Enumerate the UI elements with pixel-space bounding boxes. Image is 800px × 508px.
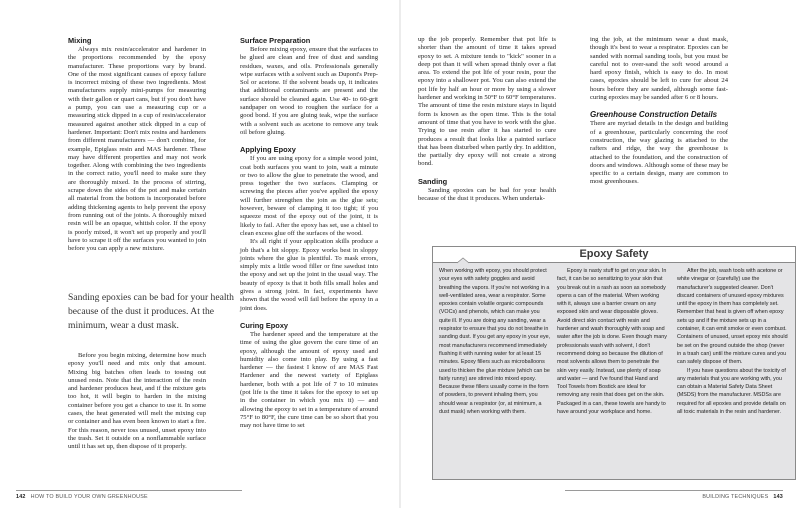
notch-arrow-icon [457, 257, 469, 265]
paragraph: Sanding epoxies can be bad for your health because of the dust it produces. When undertak- [418, 186, 556, 203]
epoxy-safety-sidebar [432, 246, 796, 480]
sidebar-column-3 [677, 267, 789, 416]
page-number-left: 142 [16, 494, 26, 500]
running-head-right: BUILDING TECHNIQUES [702, 494, 769, 500]
left-column-2 [240, 36, 378, 430]
left-column-1-bottom [68, 352, 206, 452]
footer-rule-left [16, 490, 242, 491]
paragraph: If you are using epoxy for a simple wood joint, coat both surfaces you want to join, wait a minute or two to allow the glue to penetrate the wood, and press together the two surfaces. Clamping or screwing the pieces after you've applied the epoxy will further strengthen the join as the glue sets; however, beware of clamping it too tight; if you squeeze most of the epoxy out of the joint, it is likely to fail. After the epoxy has set, use a chisel to clean excess glue off the surfaces of the wood. [240, 155, 378, 237]
right-column-1 [418, 36, 556, 203]
sidebar-title: Epoxy Safety [579, 248, 649, 260]
sidebar-paragraph: After the job, wash tools with acetone or white vinegar or (carefully) use the manufacturer's suggested cleaner. Don't discard containers of unused epoxy mixtures until the epoxy in them has completely set. Remember that heat is given off when epoxy sets up and if the mixture sets up in a container, it can emit smoke or even combust. Containers of unused, unset epoxy mix should be set on the ground outside the shop (never in a trash can) until the mixture cures and you can safely dispose of them. [677, 268, 788, 366]
heading-greenhouse-construction-details: Greenhouse Construction Details [590, 110, 718, 120]
sidebar-column-1 [439, 267, 551, 416]
paragraph: Always mix resin/accelerator and hardener in the proportions recommended by the epoxy manufacturer. These proportions vary by brand. One of the most significant causes of epoxy failure is incorrect mixing of these two ingredients. Most manufacturers supply mini-pumps for measuring with their gallon or quart cans, but if you don't have a pump, you can use a measuring cup or a measuring stick dipped in a cup of resin/accelerator measured against another stick dipped in a cup of hardener. Important: Don't mix resins and hardeners from different manufacturers — don't combine, for example, Epiglass resin and MAS hardener. These may have different properties and may not work together. Along with combining the two ingredients in the correct ratio, you'll need to make sure they are thoroughly mixed. In the process of stirring, scrape down the sides of the pot and make certain all material from the bottom is incorporated before adding thickening agents to help prevent the epoxy from running out of the joints. A thoroughly mixed resin will be an opaque, whitish color. If the epoxy is poorly mixed, it won't set up properly and you'll have to scrape it off the surfaces you wanted to join before you can apply a new mixture. [68, 46, 206, 253]
sidebar-header [433, 247, 795, 263]
heading-mixing: Mixing [68, 36, 92, 45]
paragraph: It's all right if your application skills produce a job that's a bit sloppy. Epoxy works best in sloppy joints where the glue is plentiful. To mask errors, simply mix a little wood filler or fine sawdust into the epoxy and set up the joint in the usual way. The beauty of epoxy is that it both fills small holes and gives a strong joint. In fact, experiments have shown that the wood will fail before the epoxy in a joint does. [240, 238, 378, 312]
pull-quote: Sanding epoxies can be bad for your health because of the dust it produces. At the minimum, wear a dust mask. [68, 292, 234, 331]
paragraph: up the job properly. Remember that pot life is shorter than the amount of time it takes spread epoxy to set. A mixture tends to "kick" sooner in a deep pot than it will when spread thinly over a flat area. To extend the pot life of your resin, pour the epoxy into a shallower pot. You can also extend the pot life by half an hour or more by using a slower hardener and working in 50°F to 60°F temperatures. The amount of time the resin mixture stays in liquid form is known as the open time. This is the total amount of time that you have to work with the glue. Trying to use resin after it has started to cure produces a result that looks like a painted surface that has been disturbed when partly dry. In addition, the partially dry epoxy will not create a strong bond. [418, 36, 556, 168]
sidebar-paragraph: If you have questions about the toxicity of any materials that you are working with, you can obtain a Material Safety Data Sheet (MSDS) from the manufacturer. MSDSs are required for all epoxies and provide details on all toxic materials in the resin and hardener. [677, 367, 786, 416]
heading-curing-epoxy: Curing Epoxy [240, 320, 289, 330]
right-column-2 [590, 36, 728, 187]
heading-applying-epoxy: Applying Epoxy [240, 145, 296, 155]
footer-left [16, 494, 148, 500]
paragraph: Before you begin mixing, determine how much epoxy you'll need and mix only that amount. Mixing big batches often leads to tossing out unused resin. Note that the interaction of the resin and hardener produces heat, and if the mixture gets too hot, it will begin to harden in the mixing container before you get a chance to use it. In some cases, the heat generated will melt the mixing cup or container and has even been known to start a fire. For this reason, never toss unused, unset epoxy into the trash. Set it outside on a nonflammable surface until it has set up, then dispose of it properly. [68, 352, 206, 451]
heading-surface-preparation: Surface Preparation [240, 36, 311, 45]
sidebar-paragraph: Epoxy is nasty stuff to get on your skin. In fact, it can be so sensitizing to your skin that you break out in a rash as soon as somebody opens a can of the material. When working with it, always use a barrier cream on any exposed skin and wear disposable gloves. Avoid direct skin contact with resin and hardener and wash thoroughly with soap and water after the job is done. Even though many professionals wash with solvent, I don't recommend doing so because the dilution of most solvents allows them to penetrate the skin very easily. Instead, use plenty of soap and water — and I've found that Hand and Tool Towels from Bostick are ideal for removing any resin that does get on the skin. Packaged in a can, these towels are handy to have around your workplace and home. [557, 268, 667, 416]
page-number-right: 143 [773, 494, 783, 500]
page-gutter [399, 0, 401, 508]
sidebar-column-2 [557, 267, 669, 416]
running-head-left: HOW TO BUILD YOUR OWN GREENHOUSE [30, 494, 148, 500]
paragraph: Before mixing epoxy, ensure that the surfaces to be glued are clean and free of dust and sanding residues, waxes, and oils. Professionals generally wipe surfaces with a solvent such as Dupont's Prep-Sol or acetone. If the solvent beads up, it indicates that additional contaminants are present and the surface should be cleaned again. Use 40- to 60-grit sandpaper on wood to roughen the surface for a good bond. If you are gluing teak, wipe the surface with a solvent such as acetone to remove any teak oil before gluing. [240, 46, 378, 136]
paragraph: The hardener speed and the temperature at the time of using the glue govern the cure time of an epoxy, although the amount of epoxy used and humidity also come into play. By using a fast hardener — the fastest I know of are MAS Fast Hardener and the newest variety of Epiglass hardener, both with a pot life of 7 to 10 minutes (pot life is the time it takes for the epoxy to set up in the container in which you mix it) — and allowing the epoxy to set in a temperature of around 75°F to 80°F, the cure time can be so short that you may not have time to set [240, 330, 378, 430]
heading-sanding: Sanding [418, 176, 448, 186]
paragraph: There are myriad details in the design and building of a greenhouse, particularly concerning the roof construction, the way glazing is attached to the rafters and ridge, the way the greenhouse is attached to the foundation, and the construction of doors and windows. Although some of these may be specific to a certain design, many are common to most greenhouses. [590, 120, 728, 186]
paragraph: ing the job, at the minimum wear a dust mask, though it's best to wear a respirator. Epoxies can be sanded with normal sanding tools, but you must be careful not to over-sand the soft wood around a hard epoxy finish, which is easy to do. In most cases, epoxies should be left to cure for about 24 hours before they are sanded, although some fast-curing epoxies may be sanded after 6 or 8 hours. [590, 36, 728, 102]
sidebar-paragraph: When working with epoxy, you should protect your eyes with safety goggles and avoid breathing the vapors. If you're not working in a well-ventilated area, wear a respirator. Some epoxies contain volatile organic compounds (VOCs) and phenols, which can make you quite ill. If you are doing any sanding, wear a respirator to ensure that you do not breathe in sanding dust. If you get any epoxy in your eye, most manufacturers recommend immediately flushing it with running water for at least 15 minutes. Epoxy fillers such as microballoons used to thicken the glue mixture (which can be fairly runny) are stirred into mixed epoxy. Because these fillers usually come in the form of powders, to prevent inhaling them, you should wear a respirator (or, at minimum, a dust mask) when working with them. [439, 268, 551, 416]
footer-right [702, 494, 783, 500]
footer-rule-right [565, 490, 783, 491]
left-column-1 [68, 36, 206, 253]
